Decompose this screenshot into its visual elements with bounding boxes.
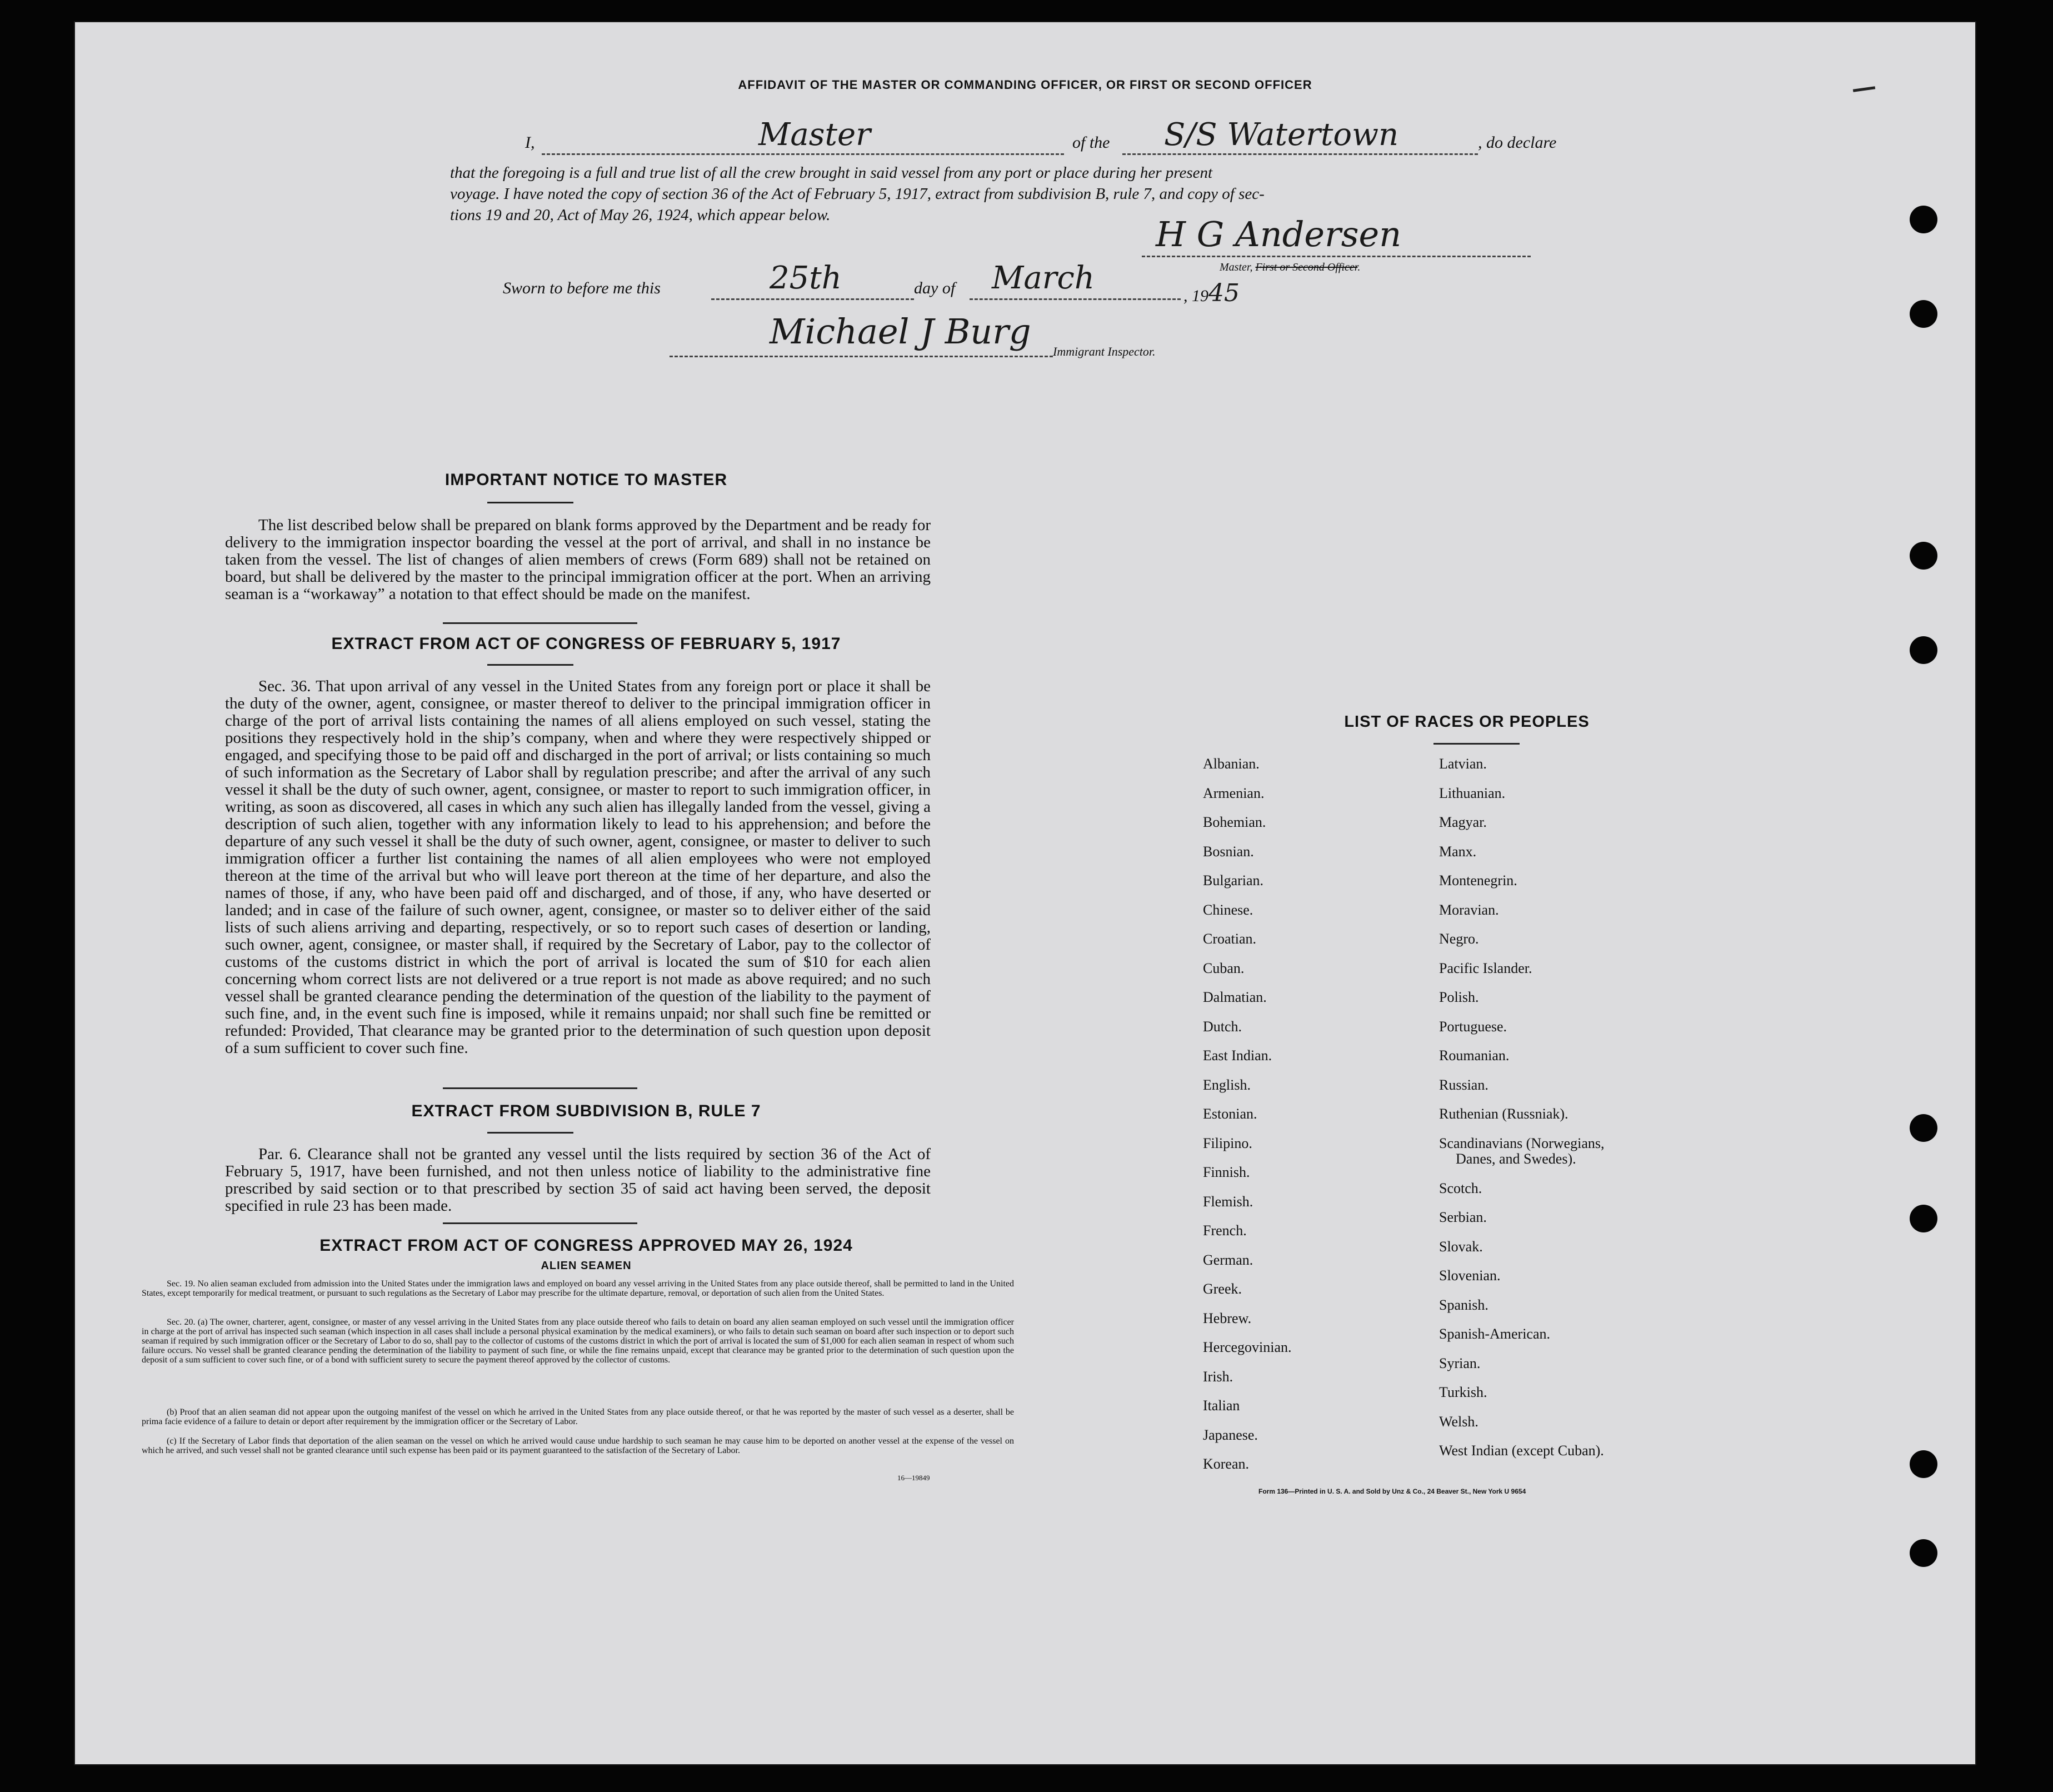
i-label: I, (525, 133, 535, 152)
race-item: Lithuanian. (1439, 785, 1506, 801)
races-heading: LIST OF RACES OR PEOPLES (1344, 713, 1590, 731)
subdivb-heading: EXTRACT FROM SUBDIVISION B, RULE 7 (411, 1102, 761, 1120)
race-item: Finnish. (1203, 1164, 1250, 1180)
affidavit-body-line-3: tions 19 and 20, Act of May 26, 1924, which appear below. (450, 206, 831, 224)
affidavit-body-line-1: that the foregoing is a full and true list of all the crew brought in said vessel from any port or place during her present (450, 164, 1213, 182)
race-item: Magyar. (1439, 814, 1487, 830)
act1924-sec20c: (c) If the Secretary of Labor finds that deportation of the alien seaman on the vessel on which he arrived would cause undue hardship to such seaman he may cause him to be deported on another vessel at the expense of the vessel on which he arrived, and such vessel shall not be granted clearance until such expense has been paid or its payment guaranteed to the satisfaction of the Secretary of Labor. (142, 1436, 1014, 1455)
sworn-month: March (992, 260, 1095, 296)
sworn-day: 25th (770, 260, 842, 296)
race-item: Armenian. (1203, 785, 1265, 801)
of-the-label: of the (1072, 133, 1110, 152)
race-item: West Indian (except Cuban). (1439, 1442, 1604, 1459)
binder-hole (1910, 1205, 1937, 1232)
act1917-rule (487, 664, 573, 666)
year-prefix: , 1945 (1183, 279, 1240, 307)
vessel-handwritten: S/S Watertown (1164, 117, 1399, 153)
race-item: French. (1203, 1222, 1247, 1239)
race-item: Bohemian. (1203, 814, 1266, 830)
race-item: Italian (1203, 1397, 1240, 1414)
day-of-label: day of (914, 279, 956, 297)
vessel-line (1122, 153, 1478, 155)
race-item: Turkish. (1439, 1384, 1487, 1400)
races-rule (1433, 743, 1520, 745)
race-item: Slovenian. (1439, 1267, 1501, 1284)
master-signature: H G Andersen (1156, 214, 1402, 254)
race-item: Negro. (1439, 931, 1479, 947)
binder-hole (1910, 206, 1937, 233)
race-item: Welsh. (1439, 1413, 1478, 1430)
race-item: Danes, and Swedes). (1456, 1151, 1576, 1167)
race-item: Bulgarian. (1203, 872, 1264, 888)
race-item: Albanian. (1203, 756, 1260, 772)
inspector-caption: Immigrant Inspector. (1053, 345, 1156, 358)
race-item: Estonian. (1203, 1106, 1257, 1122)
binder-hole (1910, 1450, 1937, 1478)
document-page (75, 22, 1975, 1764)
affidavit-body-line-2: voyage. I have noted the copy of section 36 of the Act of February 5, 1917, extract from subdivision B, rule 7, and copy of sec- (450, 185, 1265, 203)
race-item: Montenegrin. (1439, 872, 1517, 888)
struck-officer-text: First or Second Officer (1255, 261, 1358, 273)
act1924-sec20a: Sec. 20. (a) The owner, charterer, agent, consignee, or master of any vessel arriving in the United States from any place outside thereof who fails to detain on board any alien seaman employed on such vessel until the immigration officer in charge at the port of arrival has inspected such seaman (which inspection in all cases shall include a personal physical examination by the medical examiners), or who fails to detain such seaman on board after such inspection or to deport such seaman if required by such immigration officer or the Secretary of Labor to do so, shall pay to the collector of customs of the customs district in which the port of arrival is located the sum of $1,000 for each alien seaman in respect of whom such failure occurs. No vessel shall be granted clearance pending the determination of the liability to payment of such fine, or while the fine remains unpaid, except that clearance may be granted prior to the determination of such question upon the deposit of a sum sufficient to cover such fine, or of a bond with sufficient surety to secure the payment thereof approved by the collector of customs. (142, 1317, 1014, 1365)
i-line (542, 153, 1064, 155)
race-item: Bosnian. (1203, 843, 1254, 860)
form-footer: Form 136—Printed in U. S. A. and Sold by Unz & Co., 24 Beaver St., New York U 9654 (1258, 1487, 1526, 1495)
race-item: Spanish-American. (1439, 1326, 1551, 1342)
race-item: Russian. (1439, 1076, 1488, 1093)
race-item: Chinese. (1203, 901, 1253, 918)
race-item: Scotch. (1439, 1180, 1482, 1196)
master-handwritten: Master (758, 117, 871, 153)
act1917-heading: EXTRACT FROM ACT OF CONGRESS OF FEBRUARY 5, 1917 (331, 635, 841, 653)
race-item: Syrian. (1439, 1355, 1481, 1371)
divider-1 (443, 622, 637, 624)
affidavit-body (450, 162, 1595, 226)
act1924-footnote: 16—19849 (897, 1474, 930, 1482)
race-item: Japanese. (1203, 1426, 1258, 1443)
divider-3 (443, 1222, 637, 1224)
act1924-heading: EXTRACT FROM ACT OF CONGRESS APPROVED MAY 26, 1924 (319, 1236, 853, 1255)
binder-hole (1910, 542, 1937, 570)
inspector-line (670, 356, 1053, 357)
race-item: Polish. (1439, 989, 1479, 1005)
binder-hole (1910, 636, 1937, 664)
race-item: Irish. (1203, 1368, 1233, 1385)
race-item: Ruthenian (Russniak). (1439, 1106, 1569, 1122)
race-item: Pacific Islander. (1439, 960, 1532, 976)
subdivb-body: Par. 6. Clearance shall not be granted any vessel until the lists required by section 36 of the Act of February 5, 1917, have been furnished, and not then unless notice of liability to the administrative fine prescribed by said section or to that prescribed by section 35 of said act having been served, the deposit specified in rule 23 has been made. (225, 1145, 931, 1215)
notice-heading: IMPORTANT NOTICE TO MASTER (444, 471, 728, 489)
race-item: Serbian. (1439, 1209, 1487, 1225)
race-item: Greek. (1203, 1281, 1242, 1297)
race-item: English. (1203, 1076, 1251, 1093)
race-item: Latvian. (1439, 756, 1487, 772)
race-item: Dalmatian. (1203, 989, 1267, 1005)
race-item: Hebrew. (1203, 1310, 1252, 1326)
act1917-body: Sec. 36. That upon arrival of any vessel in the United States from any foreign port or place it shall be the duty of the owner, agent, consignee, or master thereof to deliver to the principal immigration officer in charge of the port of arrival lists containing the names of all aliens employed on such vessel, stating the positions they respectively hold in the ship’s company, when and where they were respectively shipped or engaged, and specifying those to be paid off and discharged in the port of arrival; or lists containing so much of such information as the Secretary of Labor shall by regulation prescribe; and after the arrival of any such vessel it shall be the duty of such owner, agent, consignee, or master to report to such immigration officer, in writing, as soon as discovered, all cases in which any such alien has illegally landed from the vessel, giving a description of such alien, together with any information likely to lead to his apprehension; and before the departure of any such vessel it shall be the duty of such owner, agent, consignee, or master to deliver to such immigration officer a further list containing the names of all alien employees who were not employed thereon at the time of the arrival but who will leave port thereon at the time of her departure, and also the names of those, if any, who have been paid off and discharged, and of those, if any, who have deserted or landed; and in case of the failure of such owner, agent, consignee, or master so to deliver either of the said lists of such aliens arriving and departing, respectively, or so to report such cases of desertion or landing, such owner, agent, consignee, or master shall, if required by the Secretary of Labor, pay to the collector of customs of the customs district in which the port of arrival is located the sum of $10 for each alien concerning whom correct lists are not delivered or a true report is not made as above required; and no such vessel shall be granted clearance pending the determination of the question of the liability to the payment of such fine, and, in the event such fine is imposed, while it remains unpaid; nor shall such fine be remitted or refunded: Provided, That clearance may be granted prior to the determination of such question upon deposit of a sum sufficient to cover such fine. (225, 677, 931, 1057)
race-item: Spanish. (1439, 1296, 1488, 1313)
race-item: East Indian. (1203, 1047, 1272, 1064)
notice-rule (487, 502, 573, 503)
race-item: Manx. (1439, 843, 1477, 860)
divider-2 (443, 1087, 637, 1089)
act1924-sec19: Sec. 19. No alien seaman excluded from admission into the United States under the immigration laws and employed on board any vessel arriving in the United States from any place outside thereof, shall be permitted to land in the United States, except temporarily for medical treatment, or pursuant to such regulations as the Secretary of Labor may prescribe for the ultimate departure, removal, or deportation of such alien from the United States. (142, 1279, 1014, 1298)
declare-label: , do declare (1478, 133, 1557, 152)
race-item: Scandinavians (Norwegians, (1439, 1135, 1605, 1151)
affidavit-heading: AFFIDAVIT OF THE MASTER OR COMMANDING OFFICER, OR FIRST OR SECOND OFFICER (738, 78, 1312, 92)
race-item: Cuban. (1203, 960, 1245, 976)
binder-hole (1910, 1114, 1937, 1142)
master-caption: Master, First or Second Officer. (1220, 261, 1361, 273)
act1924-subheading: ALIEN SEAMEN (541, 1260, 632, 1272)
year-handwritten: 45 (1208, 279, 1240, 307)
master-signature-line (1142, 256, 1531, 257)
race-item: Dutch. (1203, 1018, 1242, 1035)
race-item: Croatian. (1203, 931, 1257, 947)
subdivb-rule (487, 1132, 573, 1134)
race-item: German. (1203, 1251, 1253, 1268)
binder-hole (1910, 1539, 1937, 1567)
race-item: Korean. (1203, 1456, 1250, 1472)
binder-hole (1910, 300, 1937, 328)
sworn-label: Sworn to before me this (503, 279, 661, 297)
race-item: Hercegovinian. (1203, 1339, 1292, 1355)
races-left-column (1203, 756, 1436, 1485)
race-item: Filipino. (1203, 1135, 1252, 1151)
race-item: Moravian. (1439, 901, 1499, 918)
sworn-day-line (711, 298, 914, 300)
sworn-month-line (970, 298, 1181, 300)
act1924-sec20b: (b) Proof that an alien seaman did not appear upon the outgoing manifest of the vessel on which he arrived in the United States from any place outside thereof, or that he was reported by the master of such vessel as a deserter, shall be prima facie evidence of a failure to detain or deport after requirement by the immigration officer or the Secretary of Labor. (142, 1407, 1014, 1426)
race-item: Slovak. (1439, 1238, 1483, 1255)
notice-body: The list described below shall be prepared on blank forms approved by the Department and be ready for delivery to the immigration inspector boarding the vessel at the port of arrival, and shall in no instance be taken from the vessel. The list of changes of alien members of crews (Form 689) shall not be retained on board, but shall be delivered by the master to the principal immigration officer at the port. When an arriving seaman is a “workaway” a notation to that effect should be made on the manifest. (225, 516, 931, 603)
race-item: Portuguese. (1439, 1018, 1507, 1035)
race-item: Roumanian. (1439, 1047, 1510, 1064)
races-right-column (1439, 756, 1706, 1472)
race-item: Flemish. (1203, 1193, 1253, 1210)
inspector-signature: Michael J Burg (770, 311, 1031, 352)
